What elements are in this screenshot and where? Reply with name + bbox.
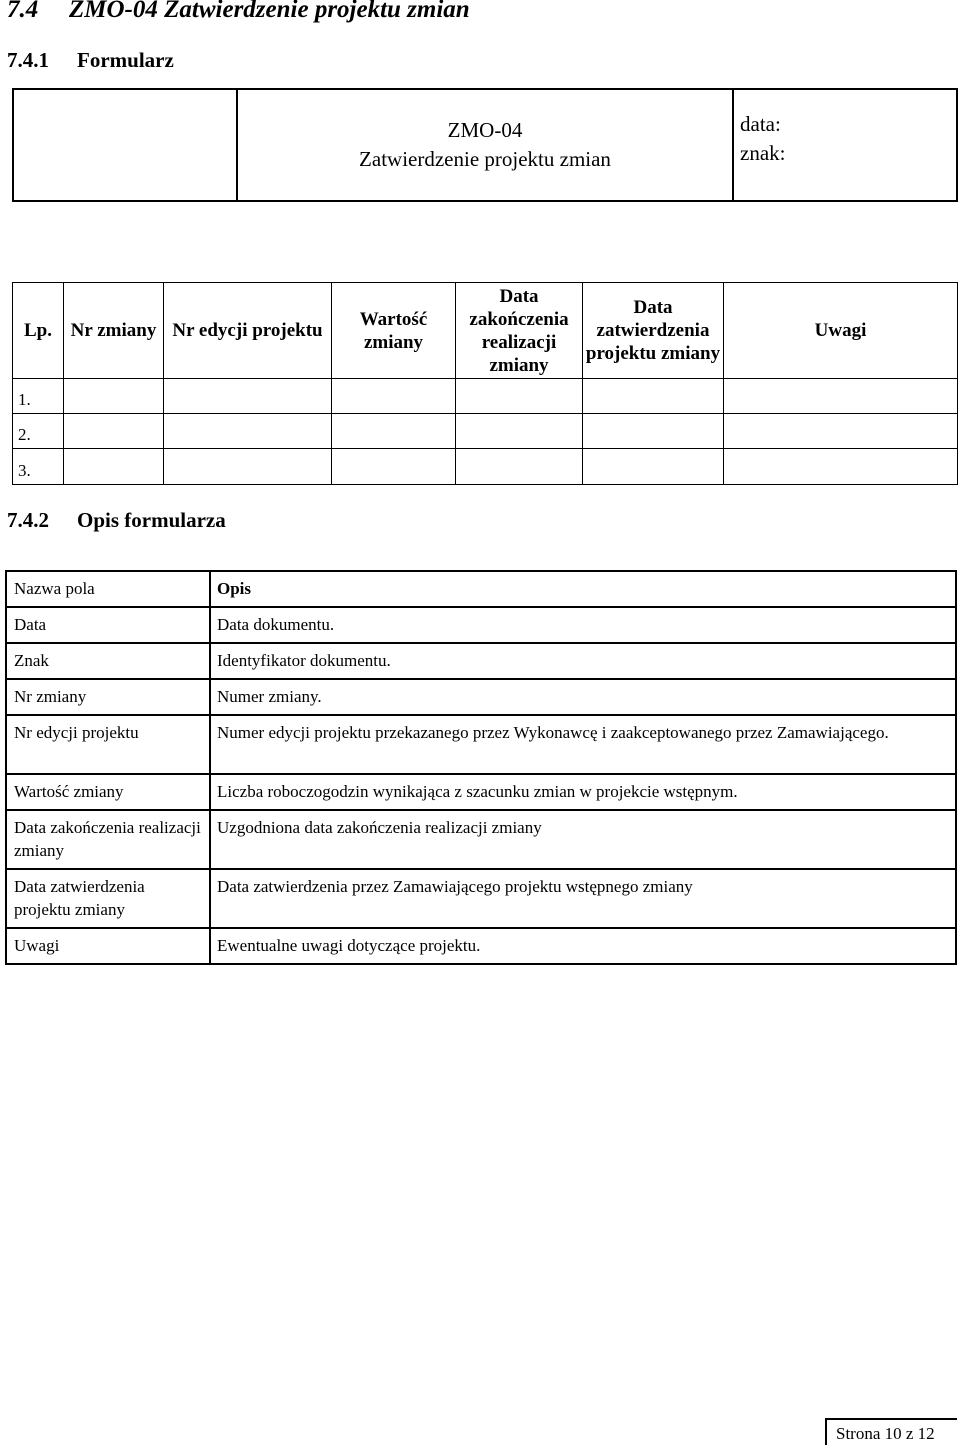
field-description: Data dokumentu. xyxy=(210,607,956,643)
col-header-approval-date: Data zatwierdzenia projektu zmiany xyxy=(583,283,724,379)
subsection-heading-description xyxy=(7,508,226,533)
header-description: Opis xyxy=(210,571,956,607)
cell-notes[interactable] xyxy=(724,414,958,449)
cell-notes[interactable] xyxy=(724,449,958,485)
cell-change-no[interactable] xyxy=(64,379,164,414)
cell-edition-no[interactable] xyxy=(164,449,332,485)
changes-list-table xyxy=(12,282,958,485)
field-name: Data xyxy=(6,607,210,643)
col-header-notes: Uwagi xyxy=(724,283,958,379)
table-row xyxy=(6,774,956,810)
section-heading xyxy=(7,0,470,24)
field-description: Liczba roboczogodzin wynikająca z szacunku zmian w projekcie wstępnym. xyxy=(210,774,956,810)
table-row xyxy=(6,643,956,679)
table-row xyxy=(13,379,958,414)
form-header-table xyxy=(12,88,958,202)
page-number: Strona 10 z 12 xyxy=(825,1418,957,1445)
table-row xyxy=(6,715,956,774)
cell-approval-date[interactable] xyxy=(583,379,724,414)
cell-completion-date[interactable] xyxy=(456,379,583,414)
col-header-value: Wartość zmiany xyxy=(332,283,456,379)
field-name: Data zatwierdzenia projektu zmiany xyxy=(6,869,210,928)
field-name: Znak xyxy=(6,643,210,679)
field-name: Uwagi xyxy=(6,928,210,964)
cell-change-no[interactable] xyxy=(64,449,164,485)
col-header-lp: Lp. xyxy=(13,283,64,379)
field-name: Wartość zmiany xyxy=(6,774,210,810)
subsection-title: Opis formularza xyxy=(77,508,226,532)
field-description: Ewentualne uwagi dotyczące projektu. xyxy=(210,928,956,964)
logo-cell xyxy=(13,89,237,201)
table-row xyxy=(13,449,958,485)
form-title-cell xyxy=(237,89,733,201)
cell-edition-no[interactable] xyxy=(164,379,332,414)
field-description: Identyfikator dokumentu. xyxy=(210,643,956,679)
form-meta-cell xyxy=(733,89,957,201)
table-row xyxy=(6,679,956,715)
field-name: Data zakończenia realizacji zmiany xyxy=(6,810,210,869)
field-description: Uzgodniona data zakończenia realizacji zmiany xyxy=(210,810,956,869)
cell-value[interactable] xyxy=(332,449,456,485)
subsection-heading-form xyxy=(7,48,174,73)
field-name: Nr zmiany xyxy=(6,679,210,715)
table-row xyxy=(6,928,956,964)
cell-approval-date[interactable] xyxy=(583,414,724,449)
cell-notes[interactable] xyxy=(724,379,958,414)
cell-value[interactable] xyxy=(332,414,456,449)
table-row xyxy=(6,869,956,928)
header-field-name: Nazwa pola xyxy=(6,571,210,607)
field-description: Numer edycji projektu przekazanego przez Wykonawcę i zaakceptowanego przez Zamawiającego. xyxy=(210,715,956,774)
row-number: 2. xyxy=(13,414,64,449)
field-description: Data zatwierdzenia przez Zamawiającego projektu wstępnego zmiany xyxy=(210,869,956,928)
col-header-completion-date: Data zakończenia realizacji zmiany xyxy=(456,283,583,379)
table-row xyxy=(6,810,956,869)
field-description-table xyxy=(5,570,957,965)
cell-edition-no[interactable] xyxy=(164,414,332,449)
date-label: data: xyxy=(740,112,781,136)
section-title: ZMO-04 Zatwierdzenie projektu zmian xyxy=(69,0,470,23)
subsection-title: Formularz xyxy=(77,48,174,72)
subsection-number: 7.4.2 xyxy=(7,508,49,532)
row-number: 1. xyxy=(13,379,64,414)
cell-completion-date[interactable] xyxy=(456,414,583,449)
subsection-number: 7.4.1 xyxy=(7,48,49,72)
col-header-edition-no: Nr edycji projektu xyxy=(164,283,332,379)
col-header-change-no: Nr zmiany xyxy=(64,283,164,379)
field-name: Nr edycji projektu xyxy=(6,715,210,774)
cell-completion-date[interactable] xyxy=(456,449,583,485)
form-code: ZMO-04 xyxy=(447,118,523,142)
cell-approval-date[interactable] xyxy=(583,449,724,485)
cell-value[interactable] xyxy=(332,379,456,414)
form-name: Zatwierdzenie projektu zmian xyxy=(359,147,611,171)
table-row xyxy=(13,414,958,449)
field-description: Numer zmiany. xyxy=(210,679,956,715)
row-number: 3. xyxy=(13,449,64,485)
sign-label: znak: xyxy=(740,141,786,165)
section-number: 7.4 xyxy=(7,0,39,23)
cell-change-no[interactable] xyxy=(64,414,164,449)
table-row xyxy=(6,607,956,643)
